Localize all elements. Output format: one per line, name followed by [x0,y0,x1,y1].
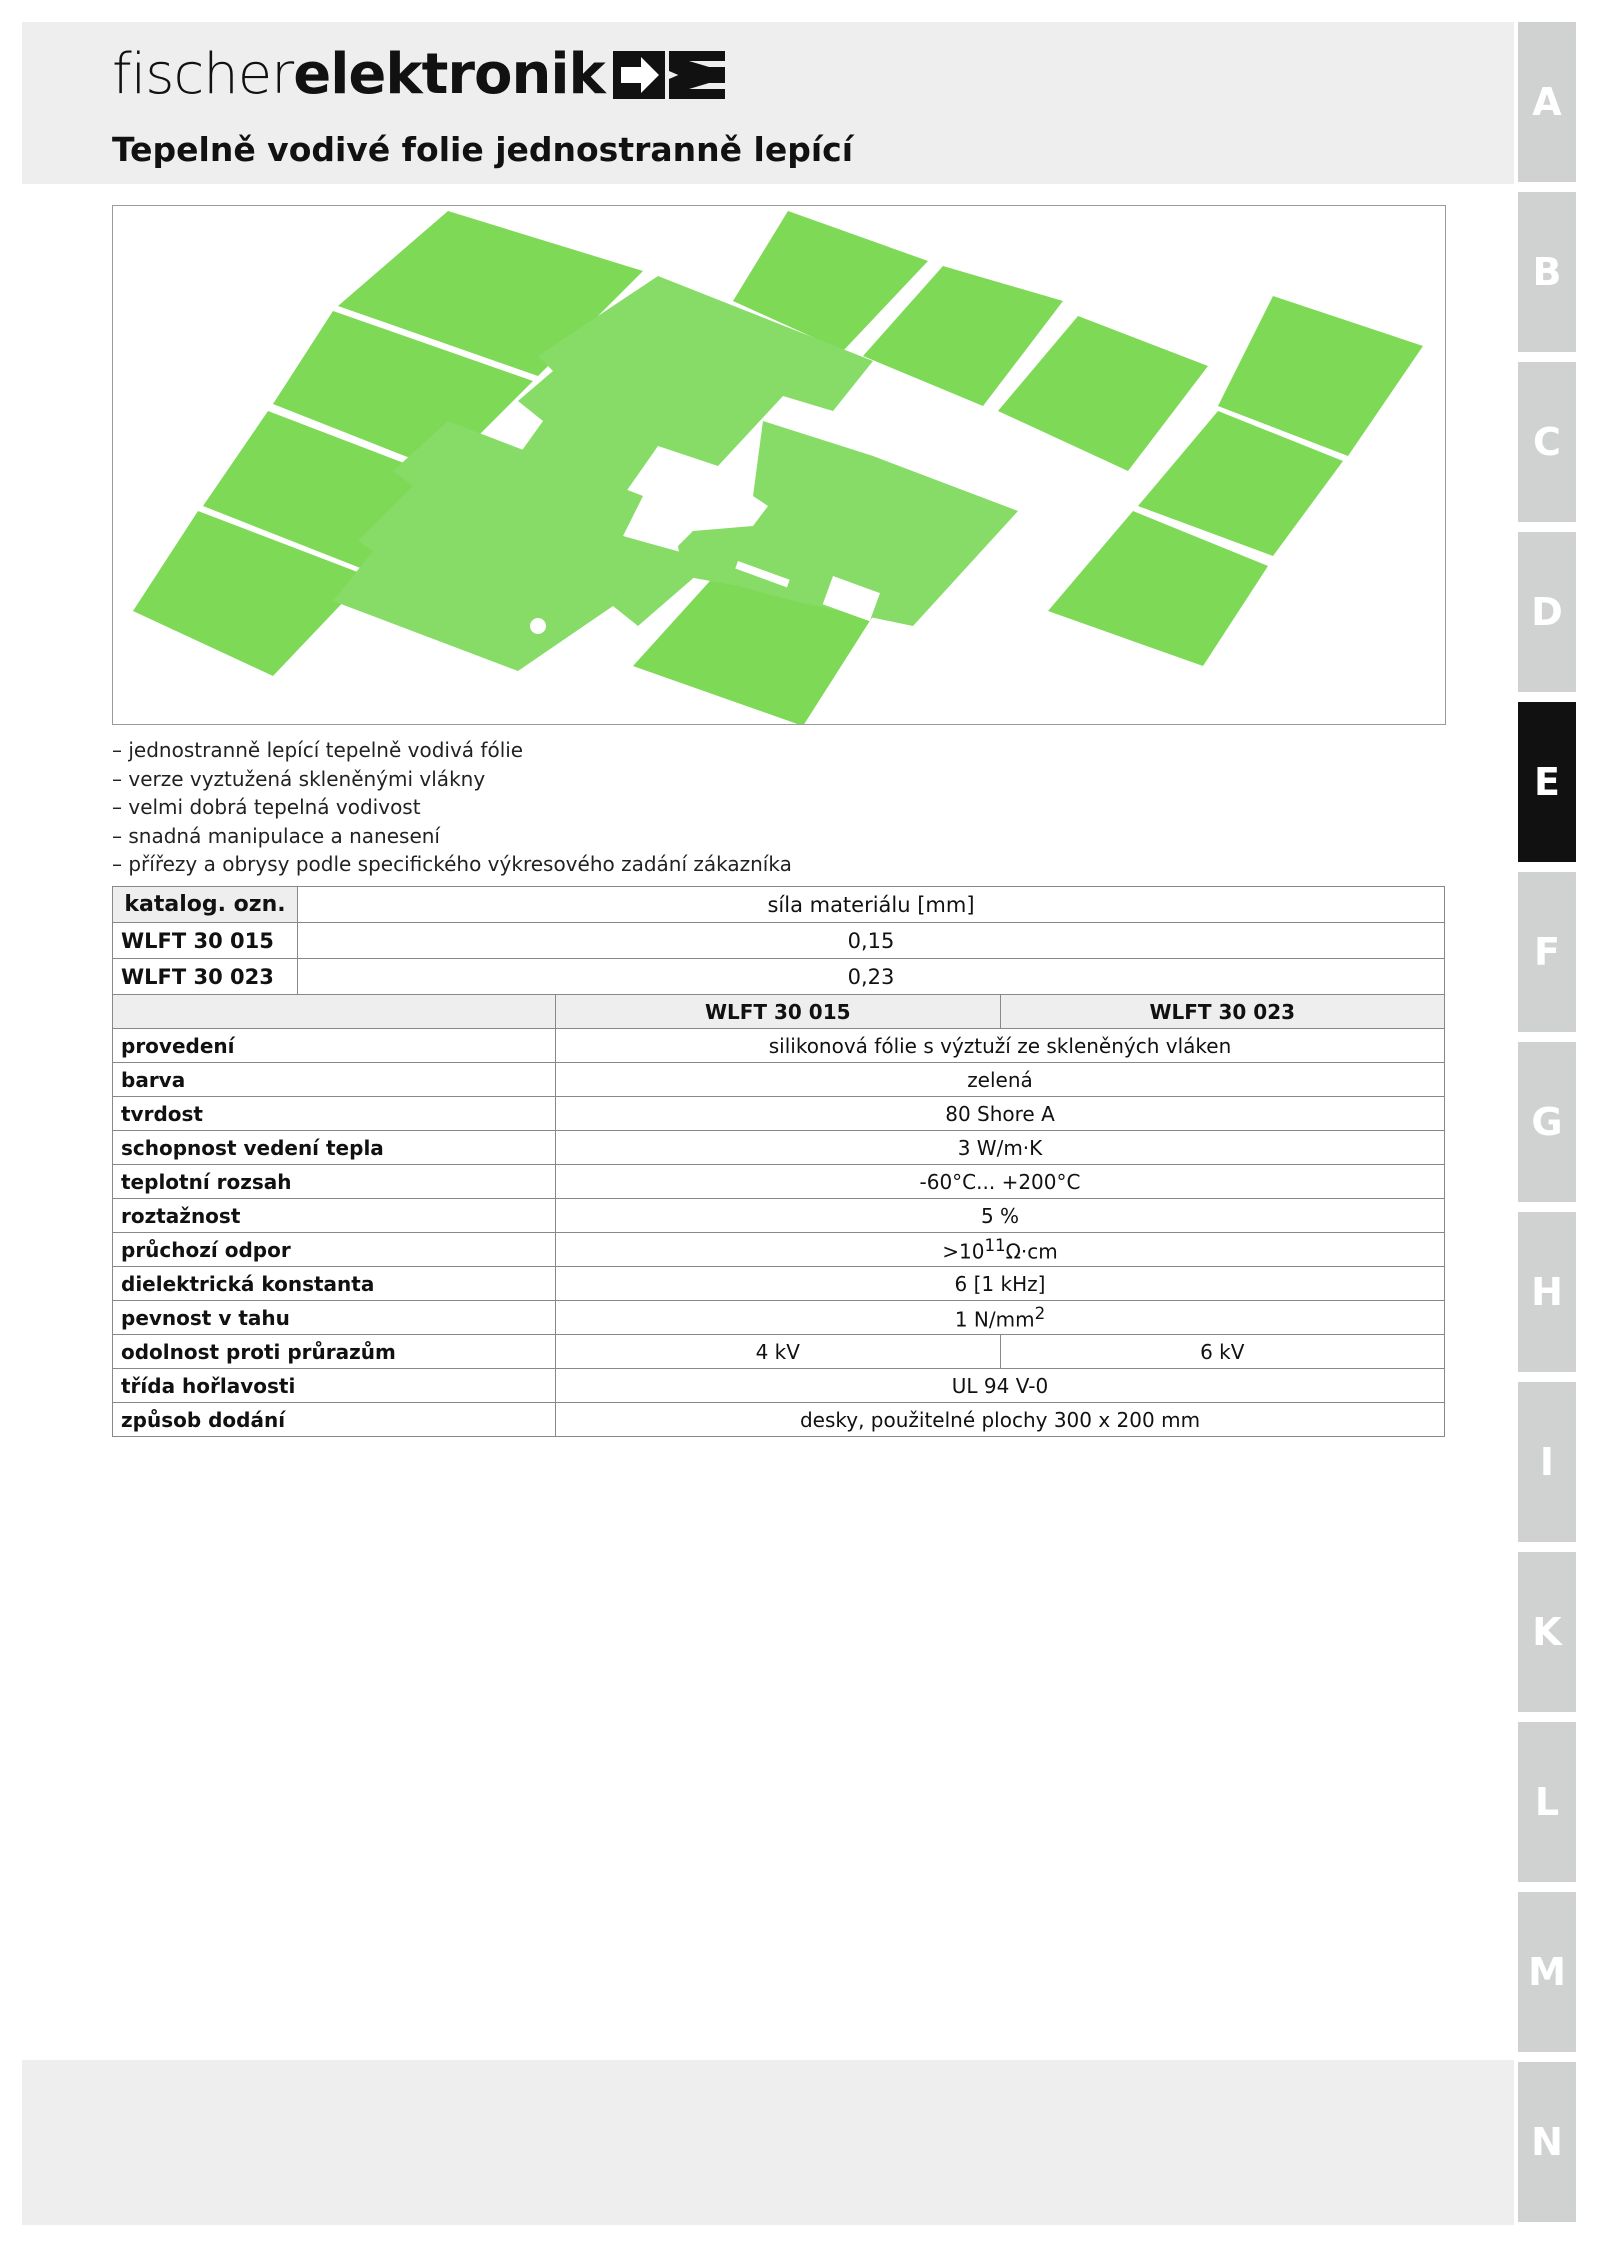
brand-name-elektronik: elektronik [293,42,605,107]
spec-value [556,1301,1445,1335]
product-photo [112,205,1446,725]
spec-label: třída hořlavosti [113,1369,556,1403]
table-row [113,1199,1445,1233]
spec-label: způsob dodání [113,1403,556,1437]
brand-logo [112,40,725,110]
table-row [113,1165,1445,1199]
spec-value [556,1233,1445,1267]
spec-label: pevnost v tahu [113,1301,556,1335]
catalog-header-key: katalog. ozn. [113,887,298,923]
brand-name-fischer: fischer [112,42,294,107]
spec-value: 6 [1 kHz] [556,1267,1445,1301]
spec-value-exponent: 2 [1034,1303,1046,1323]
catalog-header-value: síla materiálu [mm] [298,887,1445,923]
table-header-row [113,995,1445,1029]
spec-column-header: WLFT 30 015 [556,995,1001,1029]
table-row [113,1029,1445,1063]
spec-value: silikonová fólie s výztuží ze skleněných vláken [556,1029,1445,1063]
spec-label: roztažnost [113,1199,556,1233]
tab-d[interactable]: D [1518,532,1576,692]
table-header-row [113,887,1445,923]
spec-value: zelená [556,1063,1445,1097]
feature-item: – verze vyztužená skleněnými vlákny [112,765,792,794]
spec-label: barva [113,1063,556,1097]
tab-n[interactable]: N [1518,2062,1576,2222]
tab-c[interactable]: C [1518,362,1576,522]
table-row [113,1063,1445,1097]
catalog-table [112,886,1445,995]
spec-label: odolnost proti průrazům [113,1335,556,1369]
table-row [113,1267,1445,1301]
tab-l[interactable]: L [1518,1722,1576,1882]
spec-header-blank [113,995,556,1029]
feature-list [112,736,792,879]
catalog-code: WLFT 30 023 [113,959,298,995]
spec-value-unit: Ω·cm [1005,1239,1058,1264]
spec-label: dielektrická konstanta [113,1267,556,1301]
spec-column-header: WLFT 30 023 [1000,995,1445,1029]
spec-value: 80 Shore A [556,1097,1445,1131]
table-row [113,1301,1445,1335]
spec-value: desky, použitelné plochy 300 x 200 mm [556,1403,1445,1437]
tab-k[interactable]: K [1518,1552,1576,1712]
feature-item: – jednostranně lepící tepelně vodivá fólie [112,736,792,765]
spec-value: 3 W/m·K [556,1131,1445,1165]
table-row [113,1233,1445,1267]
spec-value: 4 kV [556,1335,1001,1369]
tab-b[interactable]: B [1518,192,1576,352]
page-title: Tepelně vodivé folie jednostranně lepící [112,130,854,169]
feature-item: – velmi dobrá tepelná vodivost [112,793,792,822]
tab-a[interactable]: A [1518,22,1576,182]
feature-item: – snadná manipulace a nanesení [112,822,792,851]
spec-label: teplotní rozsah [113,1165,556,1199]
tab-f[interactable]: F [1518,872,1576,1032]
spec-value: 5 % [556,1199,1445,1233]
catalog-thickness: 0,23 [298,959,1445,995]
spec-value-prefix: >10 [942,1239,985,1264]
spec-value: -60°C... +200°C [556,1165,1445,1199]
spec-value: 6 kV [1000,1335,1445,1369]
spec-label: tvrdost [113,1097,556,1131]
footer-band [22,2060,1514,2225]
table-row [113,1097,1445,1131]
table-row [113,1335,1445,1369]
tab-e[interactable]: E [1518,702,1576,862]
spec-value: UL 94 V-0 [556,1369,1445,1403]
spec-value-prefix: 1 N/mm [954,1307,1035,1332]
spec-label: průchozí odpor [113,1233,556,1267]
tab-i[interactable]: I [1518,1382,1576,1542]
spec-label: provedení [113,1029,556,1063]
table-row [113,1369,1445,1403]
tab-h[interactable]: H [1518,1212,1576,1372]
thermal-foil-pads-image [113,206,1445,724]
table-row [113,1403,1445,1437]
feature-item: – přířezy a obrysy podle specifického výkresového zadání zákazníka [112,850,792,879]
spec-value-exponent: 11 [984,1235,1006,1255]
tab-g[interactable]: G [1518,1042,1576,1202]
table-row [113,1131,1445,1165]
spec-table [112,994,1445,1437]
catalog-thickness: 0,15 [298,923,1445,959]
brand-arrow-icon [613,47,725,103]
spec-label: schopnost vedení tepla [113,1131,556,1165]
tab-m[interactable]: M [1518,1892,1576,2052]
catalog-code: WLFT 30 015 [113,923,298,959]
table-row [113,959,1445,995]
table-row [113,923,1445,959]
